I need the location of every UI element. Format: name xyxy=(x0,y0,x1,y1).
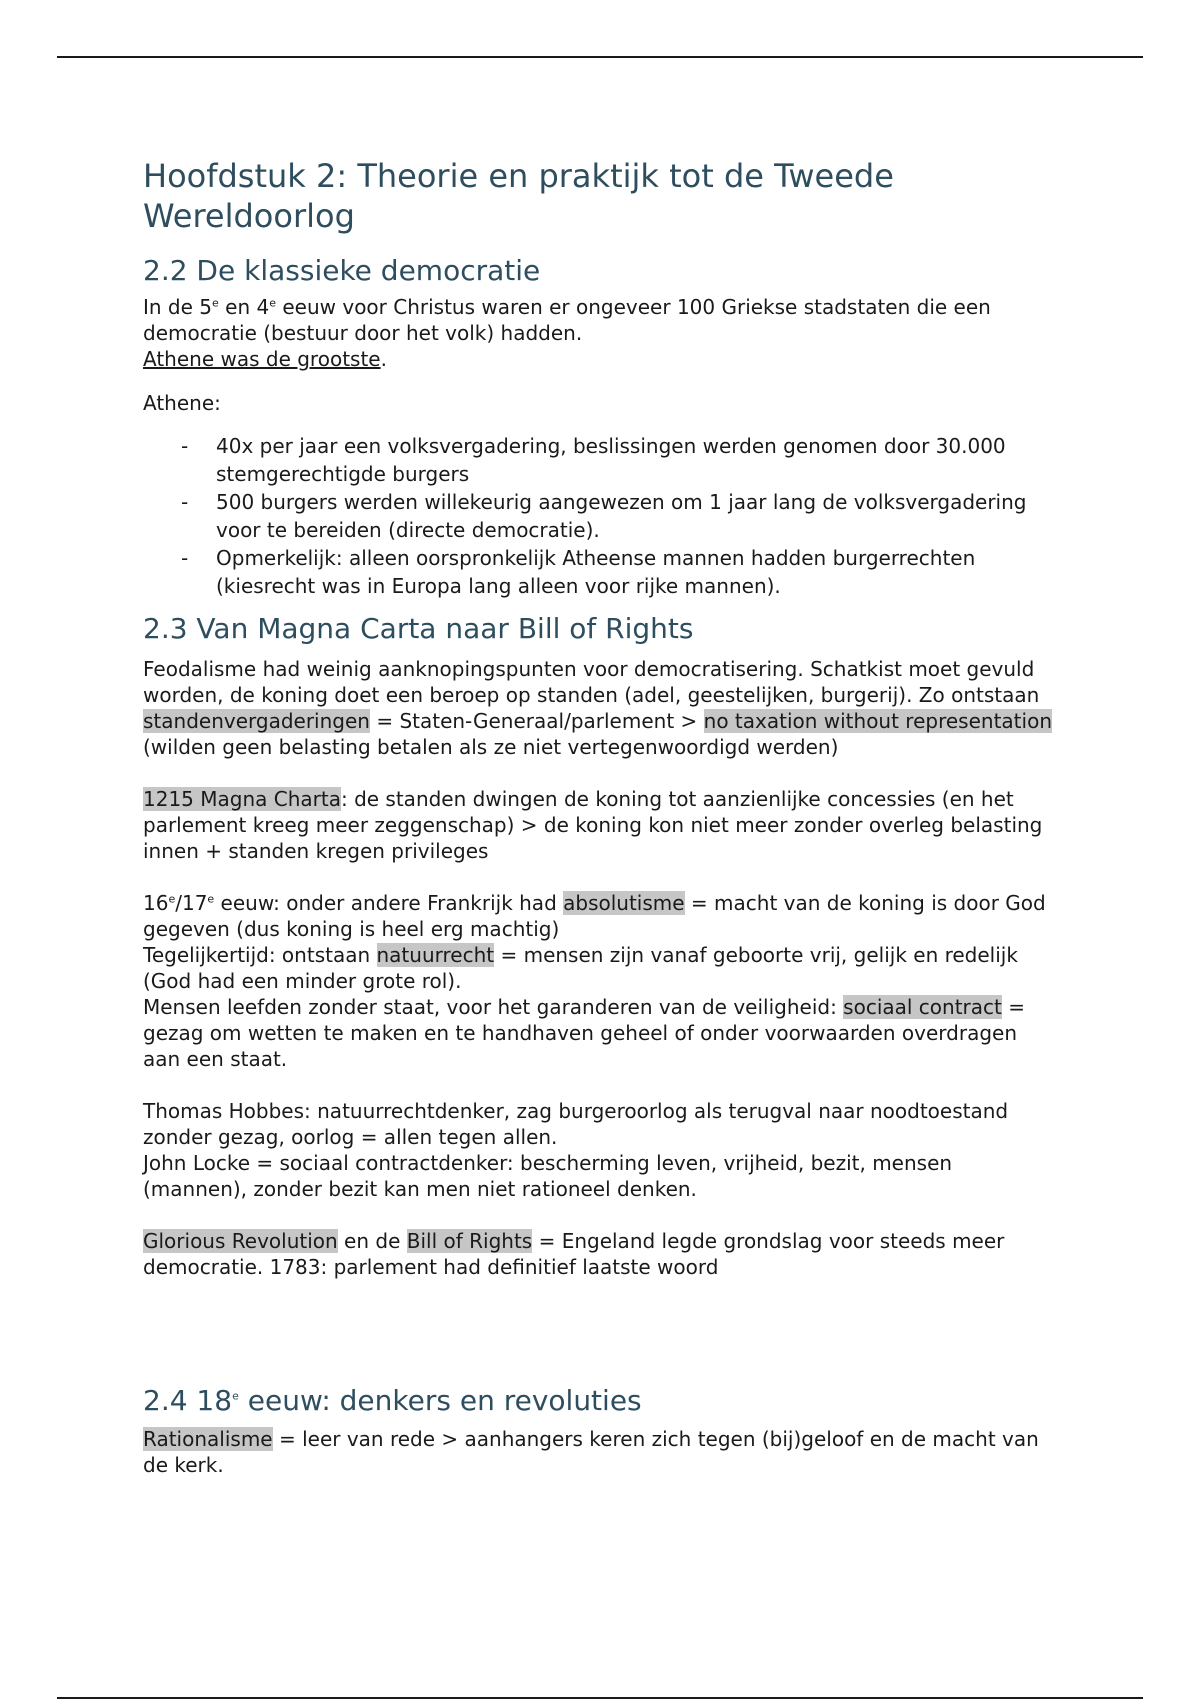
list-item: - 40x per jaar een volksvergadering, beslissingen werden genomen door 30.000 stemgerechtigde burgers xyxy=(181,434,1006,486)
header-rule xyxy=(57,56,1143,58)
document-body xyxy=(143,152,1058,1478)
section-2-2-intro: In de 5e en 4e eeuw voor Christus waren er ongeveer 100 Griekse stadstaten die een democratie (bestuur door het volk) hadden. xyxy=(143,295,991,345)
natuurrecht-line: Tegelijkertijd: ontstaan natuurrecht = mensen zijn vanaf geboorte vrij, gelijk en redelijk (God had een minder grote rol). xyxy=(143,943,1018,993)
athene-bullet-list xyxy=(143,432,1058,600)
feodalisme-paragraph: Feodalisme had weinig aanknopingspunten voor democratisering. Schatkist moet gevuld worden, de koning doet een beroep op standen (adel, geestelijken, burgerij). Zo ontstaan standenvergaderingen = Staten-Generaal/parlement > no taxation without representation (wilden geen belasting betalen als ze niet vertegenwoordigd werden) xyxy=(143,657,1052,759)
list-item: - Opmerkelijk: alleen oorspronkelijk Atheense mannen hadden burgerrechten (kiesrecht was in Europa lang alleen voor rijke mannen). xyxy=(181,546,976,598)
rationalisme-paragraph: Rationalisme = leer van rede > aanhangers keren zich tegen (bij)geloof en de macht van de kerk. xyxy=(143,1427,1039,1477)
athene-largest-line: Athene was de grootste. xyxy=(143,347,387,371)
sociaal-contract-line: Mensen leefden zonder staat, voor het garanderen van de veiligheid: sociaal contract = gezag om wetten te maken en te handhaven geheel of onder voorwaarden overdragen aan een staat. xyxy=(143,995,1025,1071)
locke-line: John Locke = sociaal contractdenker: bescherming leven, vrijheid, bezit, mensen (mannen), zonder bezit kan men niet rationeel denken. xyxy=(143,1151,953,1201)
section-2-3-heading: 2.3 Van Magna Carta naar Bill of Rights xyxy=(143,612,694,645)
list-item: - 500 burgers werden willekeurig aangewezen om 1 jaar lang de volksvergadering voor te bereiden (directe democratie). xyxy=(181,490,1027,542)
footer-rule xyxy=(57,1697,1143,1699)
section-2-2-heading: 2.2 De klassieke democratie xyxy=(143,254,541,287)
chapter-title: Hoofdstuk 2: Theorie en praktijk tot de Tweede Wereldoorlog xyxy=(143,157,894,235)
glorious-revolution-paragraph: Glorious Revolution en de Bill of Rights = Engeland legde grondslag voor steeds meer democratie. 1783: parlement had definitief laatste woord xyxy=(143,1229,1005,1279)
hobbes-line: Thomas Hobbes: natuurrechtdenker, zag burgeroorlog als terugval naar noodtoestand zonder gezag, oorlog = allen tegen allen. xyxy=(143,1099,1009,1149)
section-2-4-heading: 2.4 18e eeuw: denkers en revoluties xyxy=(143,1384,642,1417)
athene-label: Athene: xyxy=(143,391,221,415)
magna-charta-paragraph: 1215 Magna Charta: de standen dwingen de koning tot aanzienlijke concessies (en het parlement kreeg meer zeggenschap) > de koning kon niet meer zonder overleg belasting innen + standen kregen privileges xyxy=(143,787,1043,863)
absolutisme-line: 16e/17e eeuw: onder andere Frankrijk had absolutisme = macht van de koning is door God gegeven (dus koning is heel erg machtig) xyxy=(143,891,1046,941)
